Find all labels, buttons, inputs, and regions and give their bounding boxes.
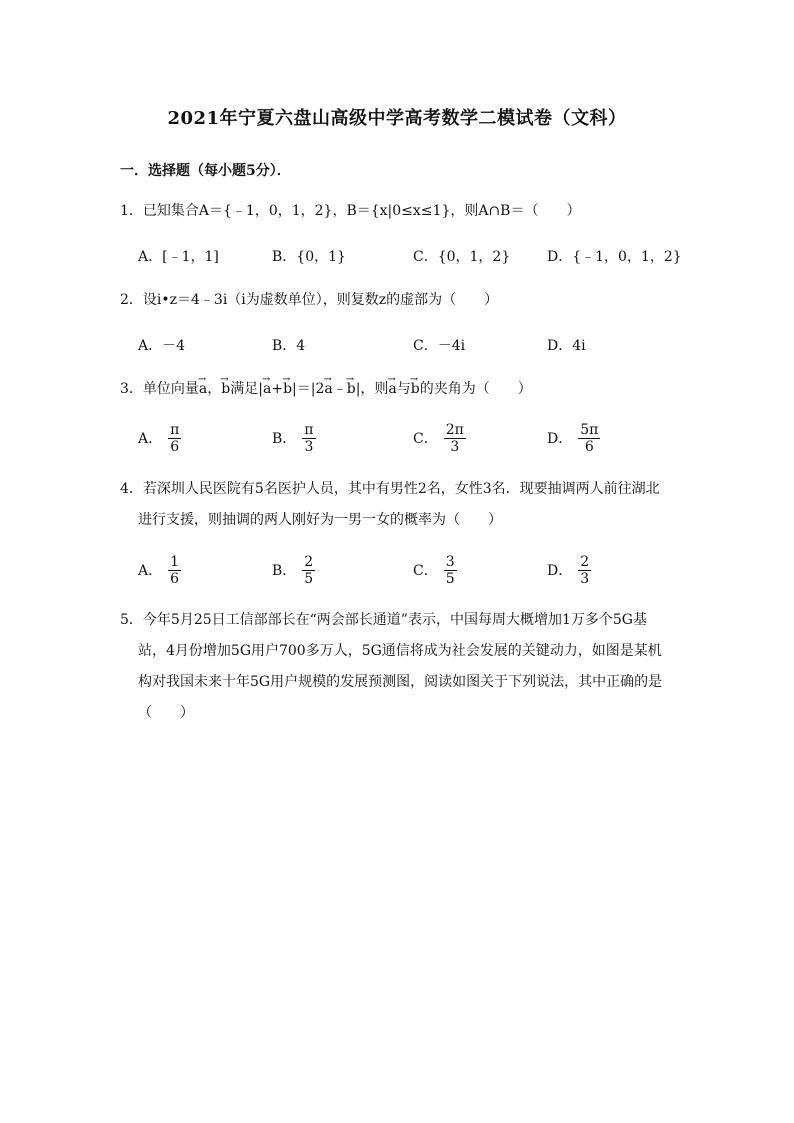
numerator: 5π <box>580 421 599 438</box>
q3-tail: 的夹角为（ ） <box>419 381 532 397</box>
option-label: A． <box>138 563 163 579</box>
vector-a-3: → a <box>324 374 332 405</box>
option-label: B． <box>272 563 297 579</box>
vector-b-2: → b <box>283 374 292 405</box>
numerator: π <box>304 421 314 438</box>
vector-a: → a <box>199 374 207 405</box>
fraction <box>168 554 181 587</box>
option-label: D． <box>547 431 573 447</box>
denominator: 3 <box>304 438 314 455</box>
question-4-options <box>138 550 678 590</box>
q3-plus: + <box>271 381 284 397</box>
question-1-options <box>138 236 682 276</box>
numerator: π <box>170 421 180 438</box>
vector-b-3: → b <box>347 374 356 405</box>
q3-minus: ﹣ <box>332 381 347 397</box>
vector-a-4: → a <box>388 374 396 405</box>
question-4 <box>120 474 680 536</box>
question-3 <box>120 374 680 405</box>
q3-text-pre: 3．单位向量 <box>120 381 199 397</box>
denominator: 3 <box>580 570 590 587</box>
q2-option-b[interactable]: B．4 <box>272 338 306 354</box>
denominator: 6 <box>584 438 594 455</box>
numerator: 3 <box>445 553 455 570</box>
question-5 <box>120 605 680 729</box>
question-1: 1．已知集合A＝{﹣1，0，1，2}，B＝{x|0≤x≤1}，则A∩B＝（ ） <box>120 203 581 219</box>
q1-option-d[interactable]: D．{﹣1，0，1，2} <box>547 249 682 265</box>
q2-option-a[interactable]: A．－4 <box>138 338 186 354</box>
numerator: 2 <box>304 553 314 570</box>
section-heading: 一．选择题（每小题5分）． <box>120 163 291 179</box>
denominator: 6 <box>170 438 180 455</box>
q3-text-mid: 满足| <box>230 381 263 397</box>
fraction <box>302 422 315 455</box>
q1-option-c[interactable]: C．{0，1，2} <box>413 249 511 265</box>
fraction <box>578 422 600 455</box>
option-label: C． <box>413 563 438 579</box>
q5-line-1: 5．今年5月25日工信部部长在“两会部长通道”表示，中国每周大概增加1万多个5G基 <box>120 612 647 628</box>
question-3-options <box>138 418 678 458</box>
vector-b-4: → b <box>411 374 420 405</box>
q3-text-mid2: |＝|2 <box>292 381 325 397</box>
q4-line-2: 进行支援，则抽调的两人刚好为一男一女的概率为（ ） <box>138 512 502 528</box>
q2-option-d[interactable]: D．4i <box>547 338 586 354</box>
q3-option-d[interactable] <box>547 418 600 458</box>
page-title: 2021年宁夏六盘山高级中学高考数学二模试卷（文科） <box>167 108 627 129</box>
q5-line-4: （ ） <box>138 705 194 721</box>
q4-option-d[interactable] <box>547 550 591 590</box>
denominator: 6 <box>170 570 180 587</box>
numerator: 1 <box>170 553 180 570</box>
q4-line-1: 4．若深圳人民医院有5名医护人员，其中有男性2名，女性3名．现要抽调两人前往湖北 <box>120 481 660 497</box>
denominator: 5 <box>445 570 455 587</box>
option-label: C． <box>413 431 438 447</box>
fraction <box>168 422 181 455</box>
fraction <box>578 554 591 587</box>
q4-option-a[interactable] <box>138 550 181 590</box>
denominator: 5 <box>304 570 314 587</box>
option-label: B． <box>272 431 297 447</box>
vector-b: → b <box>221 374 230 405</box>
q3-with: 与 <box>396 381 411 397</box>
q3-option-b[interactable] <box>272 418 316 458</box>
q1-option-b[interactable]: B．{0，1} <box>272 249 346 265</box>
q3-option-a[interactable] <box>138 418 181 458</box>
q3-comma: ， <box>207 381 222 397</box>
option-label: A． <box>138 431 163 447</box>
numerator: 2π <box>445 421 464 438</box>
q4-option-c[interactable] <box>413 550 457 590</box>
question-2: 2．设i•z＝4﹣3i（i为虚数单位），则复数z的虚部为（ ） <box>120 292 499 308</box>
q3-text-end: |，则 <box>355 381 389 397</box>
denominator: 3 <box>450 438 460 455</box>
fraction <box>444 554 457 587</box>
q4-option-b[interactable] <box>272 550 315 590</box>
fraction <box>302 554 315 587</box>
q5-line-3: 构对我国未来十年5G用户规模的发展预测图，阅读如图关于下列说法，其中正确的是 <box>138 674 663 690</box>
q1-option-a[interactable]: A．[﹣1，1] <box>138 249 219 265</box>
q3-option-c[interactable] <box>413 418 466 458</box>
option-label: D． <box>547 563 573 579</box>
question-2-options <box>138 325 678 365</box>
q5-line-2: 站，4月份增加5G用户700多万人，5G通信将成为社会发展的关键动力，如图是某机 <box>138 643 662 659</box>
fraction <box>444 422 466 455</box>
numerator: 2 <box>580 553 590 570</box>
q2-option-c[interactable]: C．－4i <box>413 338 466 354</box>
vector-a-2: → a <box>263 374 271 405</box>
